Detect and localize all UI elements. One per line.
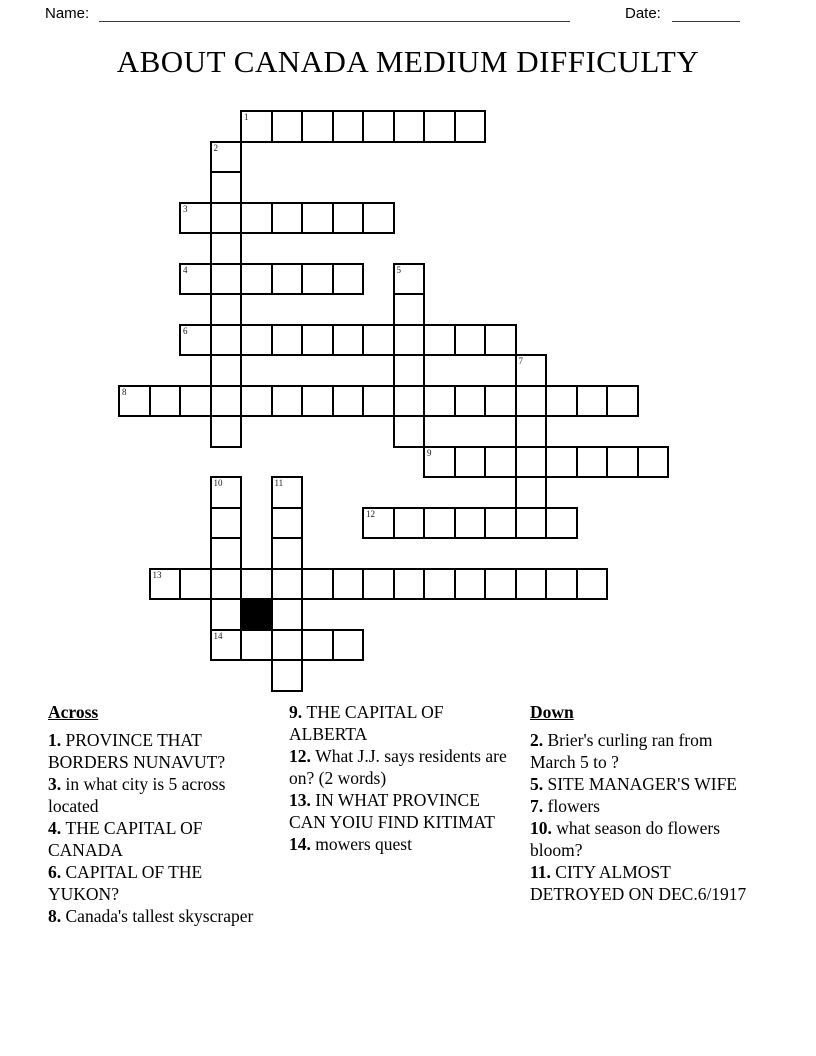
cell-number: 5 bbox=[396, 264, 401, 275]
grid-cell-c3r15[interactable] bbox=[210, 568, 243, 601]
clue-number: 11. bbox=[530, 862, 556, 882]
clue-2: 2. Brier's curling ran from March 5 to ? bbox=[530, 730, 713, 772]
grid-cell-c13r12[interactable] bbox=[515, 476, 548, 509]
grid-cell-c7r15[interactable] bbox=[332, 568, 365, 601]
grid-cell-c7r5[interactable] bbox=[332, 263, 365, 296]
grid-cell-c7r7[interactable] bbox=[332, 324, 365, 357]
clue-number: 8. bbox=[48, 906, 66, 926]
cell-number: 1 bbox=[244, 112, 249, 122]
clue-number: 7. bbox=[530, 796, 548, 816]
clue-number: 9. bbox=[289, 702, 307, 722]
clue-number: 1. bbox=[48, 730, 66, 750]
cell-number: 2 bbox=[213, 142, 218, 153]
grid-cell-c9r8[interactable] bbox=[393, 354, 426, 387]
grid-cell-c4r0[interactable] bbox=[240, 110, 273, 143]
clue-number: 3. bbox=[48, 774, 66, 794]
grid-cell-c3r4[interactable] bbox=[210, 232, 243, 265]
grid-cell-c10r15[interactable] bbox=[423, 568, 456, 601]
grid-cell-c15r15[interactable] bbox=[576, 568, 609, 601]
grid-cell-c3r2[interactable] bbox=[210, 171, 243, 204]
grid-cell-c8r7[interactable] bbox=[362, 324, 395, 357]
grid-cell-c5r15[interactable] bbox=[271, 568, 304, 601]
down-heading: Down bbox=[530, 702, 574, 722]
grid-cell-c9r0[interactable] bbox=[393, 110, 426, 143]
clue-number: 2. bbox=[530, 730, 548, 750]
clue-6: 6. CAPITAL OF THE YUKON? bbox=[48, 862, 203, 904]
grid-cell-c8r9[interactable] bbox=[362, 385, 395, 418]
clue-number: 5. bbox=[530, 774, 548, 794]
grid-cell-c7r17[interactable] bbox=[332, 629, 365, 662]
grid-cell-c3r9[interactable] bbox=[210, 385, 243, 418]
cell-number: 13 bbox=[152, 569, 162, 580]
black-cell bbox=[240, 598, 273, 631]
grid-cell-c3r17[interactable] bbox=[210, 629, 243, 662]
grid-cell-c3r16[interactable] bbox=[210, 598, 243, 631]
clue-number: 12. bbox=[289, 746, 316, 766]
grid-cell-c3r8[interactable] bbox=[210, 354, 243, 387]
grid-cell-c9r15[interactable] bbox=[393, 568, 426, 601]
grid-cell-c3r12[interactable] bbox=[210, 476, 243, 509]
cell-number: 12 bbox=[366, 508, 375, 519]
clue-number: 4. bbox=[48, 818, 66, 838]
grid-cell-c16r11[interactable] bbox=[606, 446, 639, 479]
grid-cell-c11r11[interactable] bbox=[454, 446, 487, 479]
grid-cell-c3r1[interactable] bbox=[210, 141, 243, 174]
grid-cell-c10r7[interactable] bbox=[423, 324, 456, 357]
cell-number: 14 bbox=[213, 630, 223, 641]
grid-cell-c4r7[interactable] bbox=[240, 324, 273, 357]
grid-cell-c6r7[interactable] bbox=[301, 324, 334, 357]
grid-cell-c14r13[interactable] bbox=[545, 507, 578, 540]
grid-cell-c13r8[interactable] bbox=[515, 354, 548, 387]
grid-cell-c2r3[interactable] bbox=[179, 202, 212, 235]
grid-cell-c4r17[interactable] bbox=[240, 629, 273, 662]
grid-cell-c5r17[interactable] bbox=[271, 629, 304, 662]
grid-cell-c10r11[interactable] bbox=[423, 446, 456, 479]
grid-cell-c14r15[interactable] bbox=[545, 568, 578, 601]
grid-cell-c5r9[interactable] bbox=[271, 385, 304, 418]
grid-cell-c3r6[interactable] bbox=[210, 293, 243, 326]
grid-cell-c3r5[interactable] bbox=[210, 263, 243, 296]
grid-cell-c15r11[interactable] bbox=[576, 446, 609, 479]
grid-cell-c10r0[interactable] bbox=[423, 110, 456, 143]
grid-cell-c3r14[interactable] bbox=[210, 537, 243, 570]
clue-12: 12. What J.J. says residents are on? (2 words) bbox=[289, 746, 507, 788]
grid-cell-c5r7[interactable] bbox=[271, 324, 304, 357]
cell-number: 9 bbox=[427, 447, 432, 458]
grid-cell-c4r9[interactable] bbox=[240, 385, 273, 418]
grid-cell-c5r3[interactable] bbox=[271, 202, 304, 235]
grid-cell-c9r6[interactable] bbox=[393, 293, 426, 326]
clue-14: 14. mowers quest bbox=[289, 834, 412, 854]
clue-number: 6. bbox=[48, 862, 66, 882]
grid-cell-c12r11[interactable] bbox=[484, 446, 517, 479]
grid-cell-c17r11[interactable] bbox=[637, 446, 670, 479]
grid-cell-c14r11[interactable] bbox=[545, 446, 578, 479]
cell-number: 11 bbox=[274, 478, 284, 488]
grid-cell-c5r5[interactable] bbox=[271, 263, 304, 296]
name-label: Name: bbox=[45, 5, 90, 22]
grid-cell-c6r5[interactable] bbox=[301, 263, 334, 296]
grid-cell-c8r15[interactable] bbox=[362, 568, 395, 601]
cell-number: 7 bbox=[518, 356, 523, 366]
grid-cell-c6r17[interactable] bbox=[301, 629, 334, 662]
grid-cell-c9r9[interactable] bbox=[393, 385, 426, 418]
clues-column-across bbox=[48, 701, 255, 927]
grid-cell-c12r9[interactable] bbox=[484, 385, 517, 418]
grid-cell-c9r5[interactable] bbox=[393, 263, 426, 296]
clue-9: 9. THE CAPITAL OF ALBERTA bbox=[289, 702, 444, 744]
grid-cell-c11r15[interactable] bbox=[454, 568, 487, 601]
clue-7: 7. flowers bbox=[530, 796, 600, 816]
grid-cell-c4r3[interactable] bbox=[240, 202, 273, 235]
clue-4: 4. THE CAPITAL OF CANADA bbox=[48, 818, 203, 860]
cell-number: 4 bbox=[183, 264, 188, 275]
clue-number: 14. bbox=[289, 834, 316, 854]
grid-cell-c5r13[interactable] bbox=[271, 507, 304, 540]
grid-cell-c4r15[interactable] bbox=[240, 568, 273, 601]
grid-cell-c8r0[interactable] bbox=[362, 110, 395, 143]
grid-cell-c13r11[interactable] bbox=[515, 446, 548, 479]
clues-column-down bbox=[530, 701, 748, 905]
grid-cell-c11r7[interactable] bbox=[454, 324, 487, 357]
grid-cell-c5r18[interactable] bbox=[271, 659, 304, 692]
grid-cell-c9r7[interactable] bbox=[393, 324, 426, 357]
grid-cell-c1r15[interactable] bbox=[149, 568, 182, 601]
grid-cell-c4r5[interactable] bbox=[240, 263, 273, 296]
grid-cell-c11r0[interactable] bbox=[454, 110, 487, 143]
grid-cell-c10r13[interactable] bbox=[423, 507, 456, 540]
clue-number: 13. bbox=[289, 790, 316, 810]
grid-cell-c7r9[interactable] bbox=[332, 385, 365, 418]
cell-number: 6 bbox=[183, 325, 188, 336]
grid-cell-c12r13[interactable] bbox=[484, 507, 517, 540]
grid-cell-c9r13[interactable] bbox=[393, 507, 426, 540]
clue-1: 1. PROVINCE THAT BORDERS NUNAVUT? bbox=[48, 730, 226, 772]
puzzle-title: ABOUT CANADA MEDIUM DIFFICULTY bbox=[116, 44, 700, 79]
grid-cell-c6r15[interactable] bbox=[301, 568, 334, 601]
grid-cell-c11r9[interactable] bbox=[454, 385, 487, 418]
grid-cell-c12r7[interactable] bbox=[484, 324, 517, 357]
grid-cell-c11r13[interactable] bbox=[454, 507, 487, 540]
grid-cell-c13r9[interactable] bbox=[515, 385, 548, 418]
clue-number: 10. bbox=[530, 818, 557, 838]
grid-cell-c3r13[interactable] bbox=[210, 507, 243, 540]
grid-cell-c16r9[interactable] bbox=[606, 385, 639, 418]
clue-8: 8. Canada's tallest skyscraper bbox=[48, 906, 254, 926]
grid-cell-c5r0[interactable] bbox=[271, 110, 304, 143]
clue-11: 11. CITY ALMOST DETROYED ON DEC.6/1917 bbox=[530, 862, 747, 904]
grid-cell-c2r7[interactable] bbox=[179, 324, 212, 357]
grid-cell-c6r9[interactable] bbox=[301, 385, 334, 418]
cell-number: 10 bbox=[213, 478, 223, 488]
grid-cell-c5r12[interactable] bbox=[271, 476, 304, 509]
cell-number: 8 bbox=[122, 386, 127, 397]
cell-number: 3 bbox=[183, 203, 188, 214]
date-label: Date: bbox=[625, 5, 661, 22]
clue-13: 13. IN WHAT PROVINCE CAN YOIU FIND KITIMAT bbox=[289, 790, 495, 832]
grid-cell-c10r9[interactable] bbox=[423, 385, 456, 418]
grid-cell-c13r15[interactable] bbox=[515, 568, 548, 601]
grid-cell-c9r10[interactable] bbox=[393, 415, 426, 448]
grid-cell-c12r15[interactable] bbox=[484, 568, 517, 601]
clue-10: 10. what season do flowers bloom? bbox=[530, 818, 721, 860]
clue-5: 5. SITE MANAGER'S WIFE bbox=[530, 774, 738, 794]
grid-cell-c14r9[interactable] bbox=[545, 385, 578, 418]
grid-cell-c2r15[interactable] bbox=[179, 568, 212, 601]
grid-cell-c5r14[interactable] bbox=[271, 537, 304, 570]
grid-cell-c6r0[interactable] bbox=[301, 110, 334, 143]
grid-cell-c2r9[interactable] bbox=[179, 385, 212, 418]
clues-column-across-continued bbox=[289, 701, 507, 855]
grid-cell-c3r10[interactable] bbox=[210, 415, 243, 448]
grid-cell-c3r3[interactable] bbox=[210, 202, 243, 235]
grid-cell-c3r7[interactable] bbox=[210, 324, 243, 357]
grid-cell-c0r9[interactable] bbox=[118, 385, 151, 418]
grid-cell-c6r3[interactable] bbox=[301, 202, 334, 235]
across-heading: Across bbox=[48, 702, 99, 722]
grid-cell-c2r5[interactable] bbox=[179, 263, 212, 296]
grid-cell-c8r3[interactable] bbox=[362, 202, 395, 235]
grid-cell-c7r3[interactable] bbox=[332, 202, 365, 235]
grid-cell-c5r16[interactable] bbox=[271, 598, 304, 631]
grid-cell-c7r0[interactable] bbox=[332, 110, 365, 143]
clue-3: 3. in what city is 5 across located bbox=[48, 774, 226, 816]
grid-cell-c13r13[interactable] bbox=[515, 507, 548, 540]
grid-cell-c1r9[interactable] bbox=[149, 385, 182, 418]
grid-cell-c8r13[interactable] bbox=[362, 507, 395, 540]
grid-cell-c13r10[interactable] bbox=[515, 415, 548, 448]
grid-cell-c15r9[interactable] bbox=[576, 385, 609, 418]
